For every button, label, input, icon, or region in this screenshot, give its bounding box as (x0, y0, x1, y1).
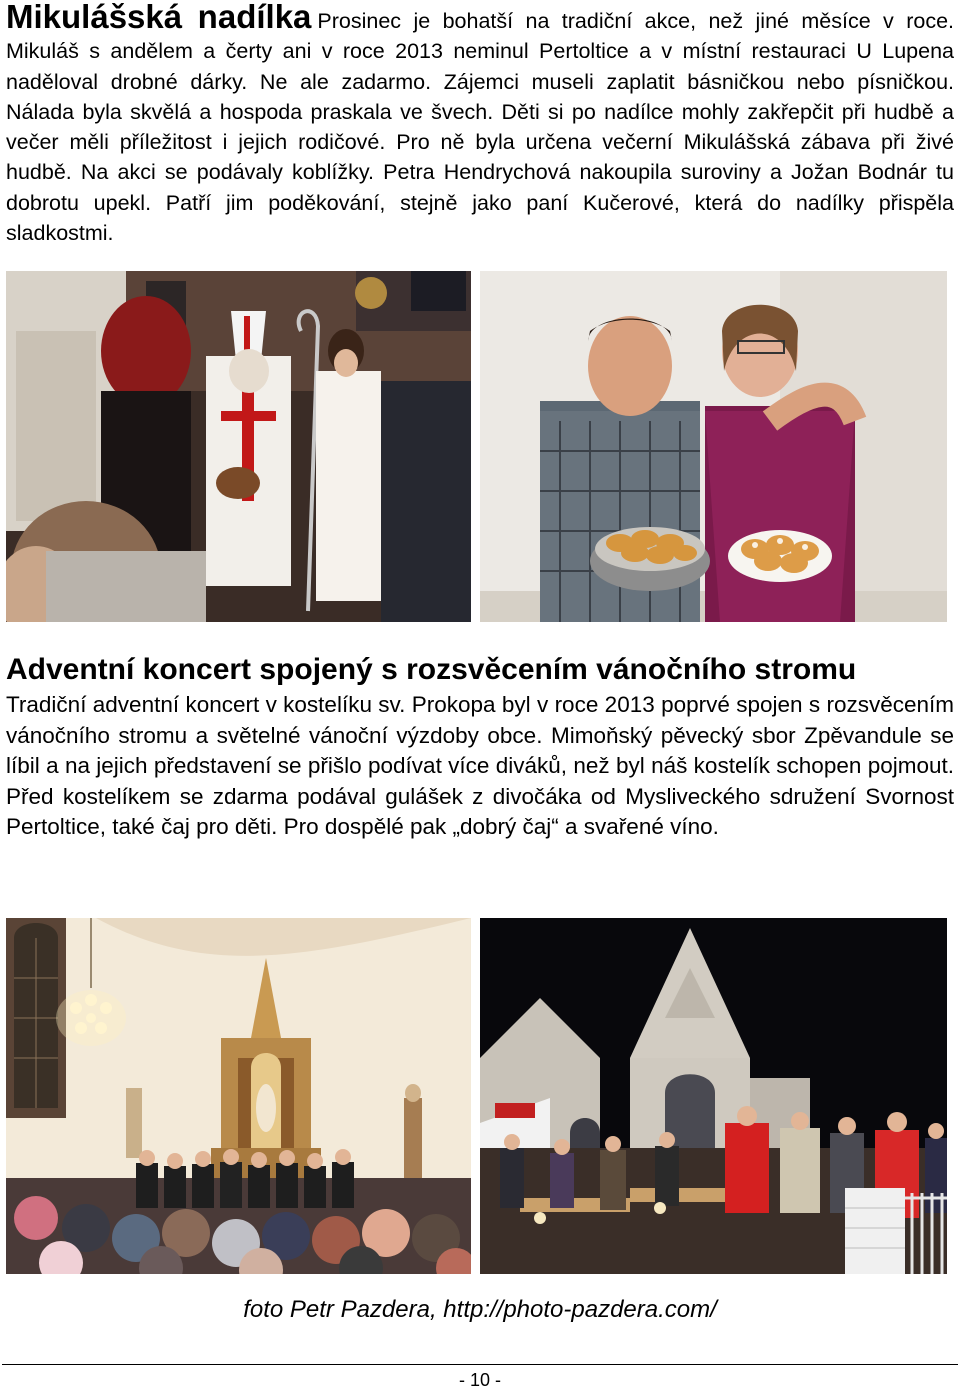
paragraph-mikulasska-nadilka: Prosinec je bohatší na tradiční akce, než jiné měsíce v roce. Mikuláš s andělem a čerty ani v roce 2013 neminul Pertoltice a v místní restauraci U Lupena naděloval drobné dárky. Ne ale zadarmo. Zájemci museli zaplatit básničkou nebo písničkou. Nálada byla skvělá a hospoda praskala ve švech. Děti si po nadílce mohly zakřepčit při hudbě a večer měli příležitost i jejich rodičové. Pro ně byla určena večerní Mikulášská zábava při živé hudbě. Na akci se podávaly koblížky. Petra Hendrychová nakoupila suroviny a Jožan Bodnár tu dobrotu upekl. Patří jim poděkování, stejně jako paní Kučerové, která do nadílky přispěla sladkostmi. (6, 9, 954, 246)
photo-koncert-v-kostele (6, 918, 471, 1274)
heading-mikulasska-nadilka: Mikulášská nadílka (6, 0, 312, 35)
article-adventni-koncert (6, 650, 954, 843)
heading-adventni-koncert: Adventní koncert spojený s rozsvěcením vánočního stromu (6, 653, 857, 686)
page-number: - 10 - (458, 1370, 501, 1390)
photo-koblizky (480, 271, 947, 622)
article-mikulasska-nadilka (6, 2, 954, 248)
photo-credit: foto Petr Pazdera, http://photo-pazdera.com/ (243, 1296, 717, 1323)
footer-divider (2, 1364, 958, 1365)
paragraph-adventni-koncert: Tradiční adventní koncert v kostelíku sv. Prokopa byl v roce 2013 poprvé spojen s rozsvěcením vánočního stromu a světelné vánoční výzdoby obce. Mimoňský pěvecký sbor Zpěvandule se líbil a na jejich představení se přišlo podívat více diváků, než byl náš kostelík schopen pojmout. Před kostelíkem se zdarma podával gulášek z divočáka od Mysliveckého sdružení Svornost Pertoltice, také čaj pro děti. Pro dospělé pak „dobrý čaj“ a svařené víno. (6, 692, 954, 839)
photo-mikulas-nadilka (6, 271, 471, 622)
photo-rozsveceni-stromu (480, 918, 947, 1274)
